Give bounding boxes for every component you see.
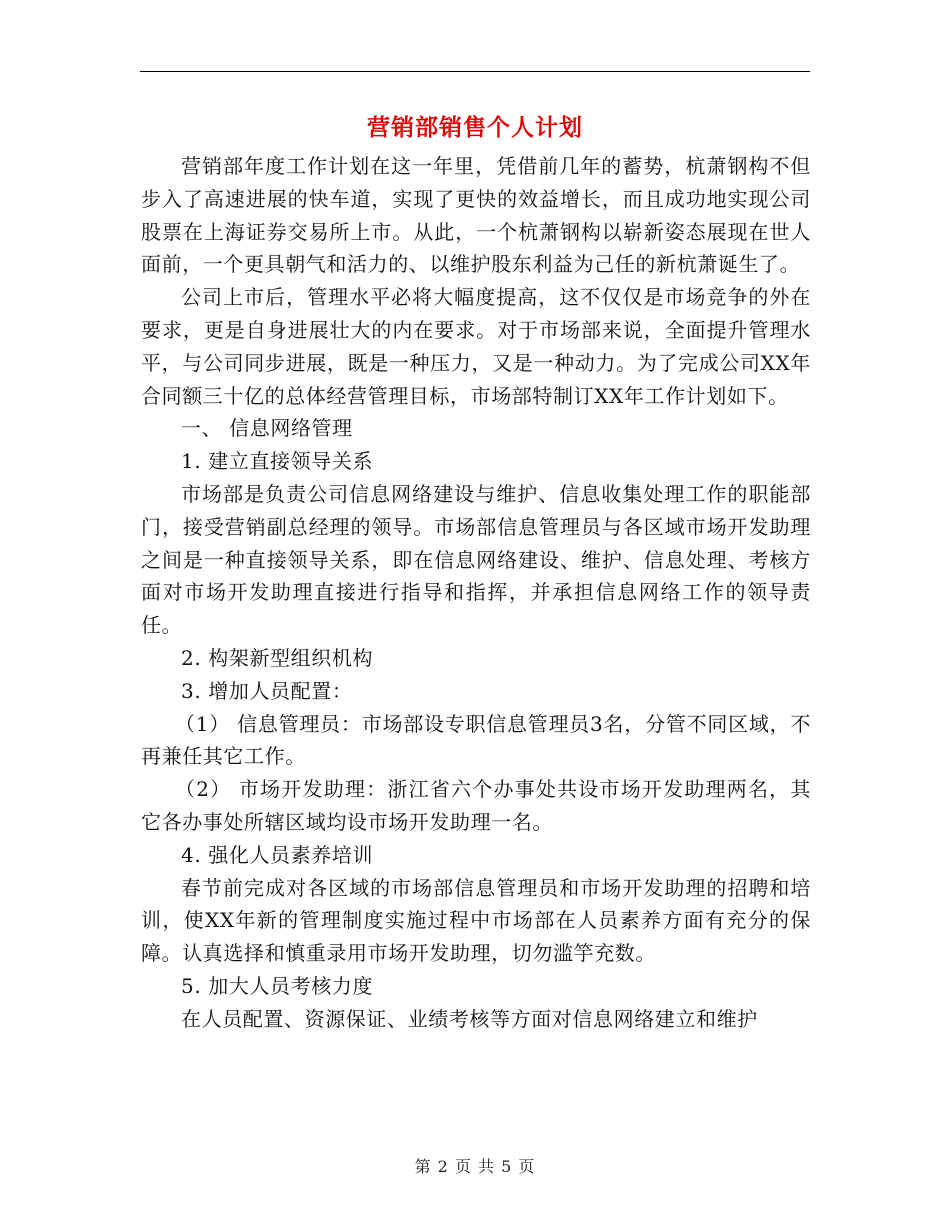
list-item: （1） 信息管理员：市场部设专职信息管理员3名，分管不同区域，不再兼任其它工作。 bbox=[141, 711, 811, 769]
document-title: 营销部销售个人计划 bbox=[367, 115, 583, 141]
subsection-heading: 3. 增加人员配置： bbox=[181, 678, 353, 703]
paragraph: 市场部是负责公司信息网络建设与维护、信息收集处理工作的职能部门，接受营销副总经理的领导。市场部信息管理员与各区域市场开发助理之间是一种直接领导关系，即在信息网络建设、维护、信息处理、考核方面对市场开发助理直接进行指导和指挥，并承担信息网络工作的领导责任。 bbox=[141, 481, 811, 638]
list-item: （2） 市场开发助理：浙江省六个办事处共设市场开发助理两名，其它各办事处所辖区域均设市场开发助理一名。 bbox=[141, 777, 811, 834]
paragraph: 营销部年度工作计划在这一年里，凭借前几年的蓄势，杭萧钢构不但步入了高速进展的快车道，实现了更快的效益增长，而且成功地实现公司股票在上海证券交易所上市。从此，一个杭萧钢构以崭新姿态展现在世人面前，一个更具朝气和活力的、以维护股东利益为己任的新杭萧诞生了。 bbox=[141, 154, 811, 277]
subsection-heading: 5. 加大人员考核力度 bbox=[181, 973, 374, 998]
subsection-heading: 2. 构架新型组织机构 bbox=[181, 645, 374, 670]
subsection-heading: 4. 强化人员素养培训 bbox=[181, 842, 374, 867]
document-body bbox=[141, 150, 811, 1036]
section-heading: 一、 信息网络管理 bbox=[181, 416, 353, 441]
subsection-heading: 1. 建立直接领导关系 bbox=[181, 449, 374, 474]
paragraph: 公司上市后，管理水平必将大幅度提高，这不仅仅是市场竞争的外在要求，更是自身进展壮大的内在要求。对于市场部来说，全面提升管理水平，与公司同步进展，既是一种压力，又是一种动力。为了完成公司XX年合同额三十亿的总体经营管理目标，市场部特制订XX年工作计划如下。 bbox=[141, 285, 811, 408]
paragraph: 在人员配置、资源保证、业绩考核等方面对信息网络建立和维护 bbox=[181, 1006, 758, 1031]
header-rule bbox=[140, 71, 810, 72]
paragraph: 春节前完成对各区域的市场部信息管理员和市场开发助理的招聘和培训，使XX年新的管理制度实施过程中市场部在人员素养方面有充分的保障。认真选择和慎重录用市场开发助理，切勿滥竽充数。 bbox=[141, 875, 811, 966]
page-footer: 第 2 页 共 5 页 bbox=[414, 1157, 536, 1176]
